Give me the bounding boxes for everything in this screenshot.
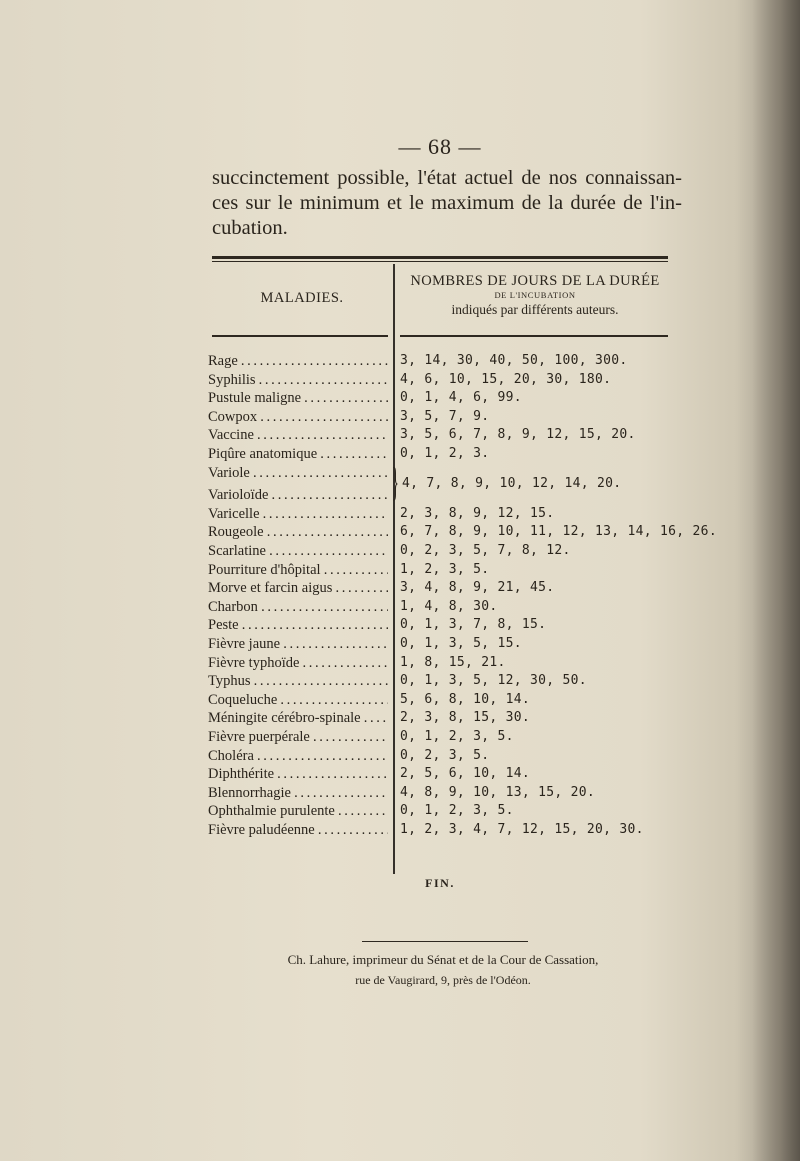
table-row: [0, 561, 800, 579]
incubation-days: 0, 1, 4, 6, 99.: [400, 390, 522, 406]
disease-name: Typhus . . .: [208, 672, 388, 690]
disease-name: Méningite cérébro-spinale . . .: [208, 709, 388, 727]
incubation-days: 2, 3, 8, 9, 12, 15.: [400, 505, 555, 521]
incubation-days: 6, 7, 8, 9, 10, 11, 12, 13, 14, 16, 26.: [400, 524, 717, 540]
table-row: [0, 408, 800, 426]
disease-name: Ophthalmie purulente . . .: [208, 802, 388, 820]
table-top-rule-thin: [212, 261, 668, 262]
table-row: [0, 728, 800, 746]
disease-name: Piqûre anatomique . . .: [208, 445, 388, 463]
incubation-days: 3, 5, 6, 7, 8, 9, 12, 15, 20.: [400, 427, 636, 443]
table-row: [0, 747, 800, 765]
table-row: [0, 654, 800, 672]
table-row: [0, 784, 800, 802]
table-row: [0, 464, 800, 482]
disease-name: Scarlatine . . .: [208, 542, 388, 560]
incubation-days: 1, 2, 3, 4, 7, 12, 15, 20, 30.: [400, 822, 644, 837]
table-row: [0, 765, 800, 783]
variole-group-days: 4, 7, 8, 9, 10, 12, 14, 20.: [402, 475, 622, 491]
table-row: [0, 486, 800, 504]
grouping-brace: }: [392, 458, 399, 504]
disease-name: Peste . . .: [208, 616, 388, 634]
table-row: [0, 579, 800, 597]
disease-name: Rage . . .: [208, 352, 388, 370]
table-row: [0, 542, 800, 560]
disease-name: Fièvre jaune . . .: [208, 635, 388, 653]
table-row: [0, 352, 800, 370]
intro-line: succinctement possible, l'état actuel de nos connaissan-: [212, 167, 682, 189]
incubation-days: 0, 1, 2, 3, 5.: [400, 803, 514, 819]
disease-name: Fièvre paludéenne . . .: [208, 821, 388, 839]
disease-name: Varicelle . . .: [208, 505, 388, 523]
incubation-days: 0, 1, 3, 7, 8, 15.: [400, 617, 547, 633]
disease-name: Coqueluche . . .: [208, 691, 388, 709]
intro-line: ces sur le minimum et le maximum de la durée de l'in-: [212, 192, 682, 214]
incubation-days: 1, 4, 8, 30.: [400, 598, 498, 614]
table-top-rule: [212, 256, 668, 259]
incubation-days: 5, 6, 8, 10, 14.: [400, 691, 531, 707]
disease-name: Fièvre puerpérale . . .: [208, 728, 388, 746]
disease-name: Choléra . . .: [208, 747, 388, 765]
table-row: [0, 802, 800, 820]
incubation-days: 2, 3, 8, 15, 30.: [400, 710, 531, 726]
intro-paragraph: [212, 166, 682, 241]
table-row: [0, 616, 800, 634]
table-row: [0, 598, 800, 616]
incubation-days: 0, 2, 3, 5, 7, 8, 12.: [400, 543, 571, 558]
table-row: [0, 523, 800, 541]
header-days-line3: indiqués par différents auteurs.: [451, 302, 619, 317]
header-rule-right: [400, 335, 668, 337]
disease-name: Morve et farcin aigus . . .: [208, 579, 388, 597]
fin-label: FIN.: [425, 876, 455, 890]
disease-name: Diphthérite . . .: [208, 765, 388, 783]
disease-name: Varioloïde . . .: [208, 486, 388, 504]
incubation-days: 0, 1, 2, 3, 5.: [400, 729, 514, 744]
disease-name: Vaccine . . .: [208, 426, 388, 444]
incubation-days: 0, 1, 2, 3.: [400, 446, 490, 461]
incubation-days: 3, 4, 8, 9, 21, 45.: [400, 580, 555, 596]
table-row: [0, 445, 800, 463]
table-row: [0, 672, 800, 690]
incubation-days: 4, 8, 9, 10, 13, 15, 20.: [400, 784, 596, 800]
column-header-diseases: MALADIES.: [260, 290, 344, 306]
disease-name: Charbon . . .: [208, 598, 388, 616]
header-days-line2: DE L'INCUBATION: [494, 290, 576, 300]
printer-line-2: rue de Vaugirard, 9, près de l'Odéon.: [355, 973, 531, 987]
incubation-days: 2, 5, 6, 10, 14.: [400, 766, 531, 782]
incubation-days: 1, 2, 3, 5.: [400, 561, 490, 577]
table-row: [0, 371, 800, 389]
intro-line: cubation.: [212, 217, 288, 239]
disease-name: Fièvre typhoïde . . .: [208, 654, 388, 672]
table-row: [0, 426, 800, 444]
incubation-days: 0, 1, 3, 5, 12, 30, 50.: [400, 673, 587, 689]
disease-name: Pourriture d'hôpital . . .: [208, 561, 388, 579]
disease-name: Pustule maligne . . .: [208, 389, 388, 407]
disease-name: Variole . . .: [208, 464, 388, 482]
disease-name: Syphilis . . .: [208, 371, 388, 389]
colophon-rule: [362, 941, 528, 942]
incubation-days: 3, 5, 7, 9.: [400, 408, 490, 424]
header-days-line1: NOMBRES DE JOURS DE LA DURÉE: [410, 273, 660, 289]
table-row: [0, 505, 800, 523]
disease-name: Cowpox . . .: [208, 408, 388, 426]
incubation-days: 1, 8, 15, 21.: [400, 654, 506, 670]
disease-name: Blennorrhagie . . .: [208, 784, 388, 802]
table-row: [0, 821, 800, 839]
table-row: [0, 709, 800, 727]
incubation-days: 4, 6, 10, 15, 20, 30, 180.: [400, 371, 612, 387]
incubation-days: 0, 2, 3, 5.: [400, 747, 490, 763]
table-row: [0, 389, 800, 407]
table-row: [0, 691, 800, 709]
printer-line-1: Ch. Lahure, imprimeur du Sénat et de la Cour de Cassation,: [287, 952, 599, 967]
header-rule-left: [212, 335, 388, 337]
incubation-days: 0, 1, 3, 5, 15.: [400, 636, 522, 651]
incubation-days: 3, 14, 30, 40, 50, 100, 300.: [400, 353, 628, 368]
disease-name: Rougeole . . .: [208, 523, 388, 541]
table-row: [0, 635, 800, 653]
column-header-days: [400, 272, 670, 318]
page-number: — 68 —: [398, 134, 482, 159]
